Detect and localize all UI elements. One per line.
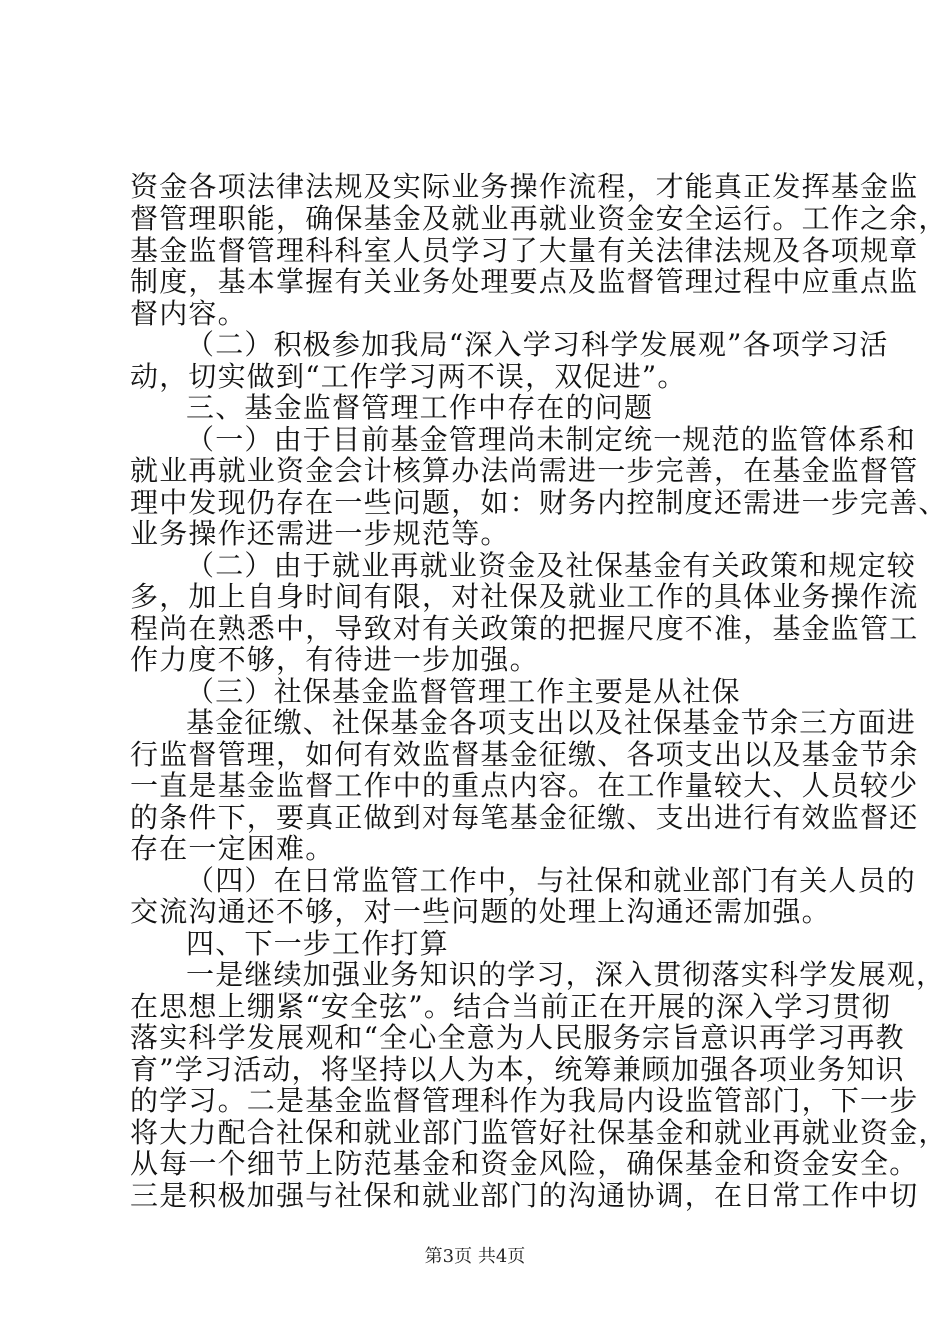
text-line: 基金监督管理科科室人员学习了大量有关法律法规及各项规章 (130, 234, 919, 267)
text-line: （二）积极参加我局“深入学习科学发展观”各项学习活 (186, 328, 889, 361)
text-line: 交流沟通还不够，对一些问题的处理上沟通还需加强。 (130, 895, 831, 928)
text-line: 在思想上绷紧“安全弦”。结合当前正在开展的深入学习贯彻 (130, 990, 892, 1023)
text-line: 落实科学发展观和“全心全意为人民服务宗旨意识再学习再教 (130, 1021, 905, 1054)
text-line: （四）在日常监管工作中，与社保和就业部门有关人员的 (186, 864, 917, 897)
text-line: 将大力配合社保和就业部门监管好社保基金和就业再就业资金， (130, 1116, 948, 1149)
text-line: 三是积极加强与社保和就业部门的沟通协调，在日常工作中切 (130, 1179, 919, 1212)
text-line: 育”学习活动，将坚持以人为本，统筹兼顾加强各项业务知识 (130, 1053, 905, 1086)
text-line: 存在一定困难。 (130, 832, 335, 865)
text-line: 督内容。 (130, 297, 247, 330)
text-line: 的条件下，要真正做到对每笔基金征缴、支出进行有效监督还 (130, 801, 919, 834)
text-line: 作力度不够，有待进一步加强。 (130, 643, 539, 676)
text-line: 基金征缴、社保基金各项支出以及社保基金节余三方面进 (186, 706, 917, 739)
text-line: （一）由于目前基金管理尚未制定统一规范的监管体系和 (186, 423, 917, 456)
section-heading: 三、基金监督管理工作中存在的问题 (186, 391, 654, 424)
text-line: （二）由于就业再就业资金及社保基金有关政策和规定较 (186, 549, 917, 582)
text-line: 就业再就业资金会计核算办法尚需进一步完善，在基金监督管 (130, 454, 919, 487)
text-line: 业务操作还需进一步规范等。 (130, 517, 510, 550)
text-line: （三）社保基金监督管理工作主要是从社保 (186, 675, 741, 708)
text-line: 多，加上自身时间有限，对社保及就业工作的具体业务操作流 (130, 580, 919, 613)
page-footer: 第3页 共4页 (424, 1246, 526, 1267)
text-line: 从每一个细节上防范基金和资金风险，确保基金和资金安全。 (130, 1147, 919, 1180)
text-line: 动，切实做到“工作学习两不误，双促进”。 (130, 360, 687, 393)
text-line: 制度，基本掌握有关业务处理要点及监督管理过程中应重点监 (130, 265, 919, 298)
text-line: 行监督管理，如何有效监督基金征缴、各项支出以及基金节余 (130, 738, 919, 771)
text-line: 的学习。二是基金监督管理科作为我局内设监管部门，下一步 (130, 1084, 919, 1117)
text-line: 程尚在熟悉中，导致对有关政策的把握尺度不准，基金监管工 (130, 612, 919, 645)
section-heading: 四、下一步工作打算 (186, 927, 449, 960)
text-line: 理中发现仍存在一些问题，如：财务内控制度还需进一步完善、 (130, 486, 948, 519)
text-line: 督管理职能，确保基金及就业再就业资金安全运行。工作之余， (130, 202, 948, 235)
text-line: 一直是基金监督工作中的重点内容。在工作量较大、人员较少 (130, 769, 919, 802)
text-line: 资金各项法律法规及实际业务操作流程，才能真正发挥基金监 (130, 170, 919, 203)
text-line: 一是继续加强业务知识的学习，深入贯彻落实科学发展观， (186, 958, 946, 991)
